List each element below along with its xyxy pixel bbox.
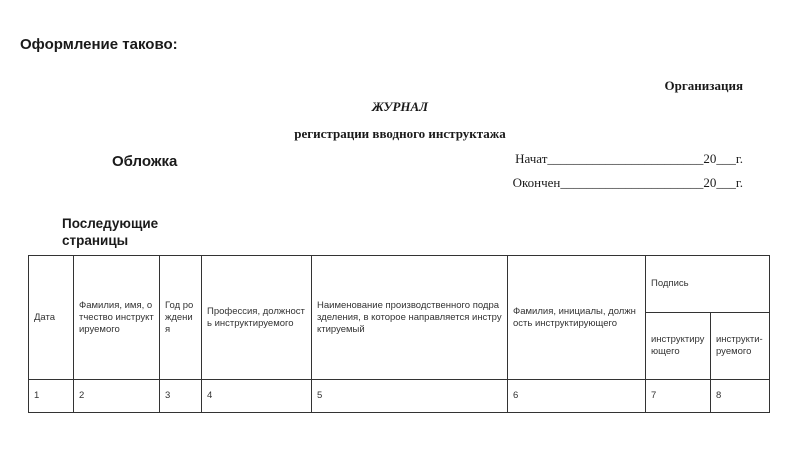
next-pages-label: Последующие страницы xyxy=(62,216,159,248)
col-header-birth-year: Год рождения xyxy=(160,256,202,380)
page-heading: Оформление таково: xyxy=(20,36,178,53)
col-header-signature-trainee: инструкти-руемого xyxy=(711,313,770,380)
col-header-date: Дата xyxy=(29,256,74,380)
ended-line: Окончен______________________20___г. xyxy=(512,175,743,190)
col-header-full-name: Фамилия, имя, отчество инструктируемого xyxy=(74,256,160,380)
column-number: 2 xyxy=(74,380,160,413)
started-line: Начат________________________20___г. xyxy=(515,151,743,166)
col-header-department: Наименование производственного подразделения, в которое направляется инструктируемый xyxy=(312,256,508,380)
column-number: 6 xyxy=(508,380,646,413)
column-number: 1 xyxy=(29,380,74,413)
journal-subtitle: регистрации вводного инструктажа xyxy=(294,126,506,141)
col-header-instructor: Фамилия, инициалы, должность инструктирующего xyxy=(508,256,646,380)
column-number-row xyxy=(29,380,770,413)
col-header-profession: Профессия, должность инструктируемого xyxy=(202,256,312,380)
column-number: 8 xyxy=(711,380,770,413)
organization-label: Организация xyxy=(664,78,743,93)
journal-table xyxy=(28,255,770,413)
column-number: 7 xyxy=(646,380,711,413)
col-header-signature-instructor: инструктирующего xyxy=(646,313,711,380)
journal-title: ЖУРНАЛ xyxy=(371,99,429,114)
col-header-signature: Подпись xyxy=(646,256,770,313)
column-number: 3 xyxy=(160,380,202,413)
header-row xyxy=(29,256,770,313)
cover-label: Обложка xyxy=(112,153,178,170)
column-number: 5 xyxy=(312,380,508,413)
column-number: 4 xyxy=(202,380,312,413)
